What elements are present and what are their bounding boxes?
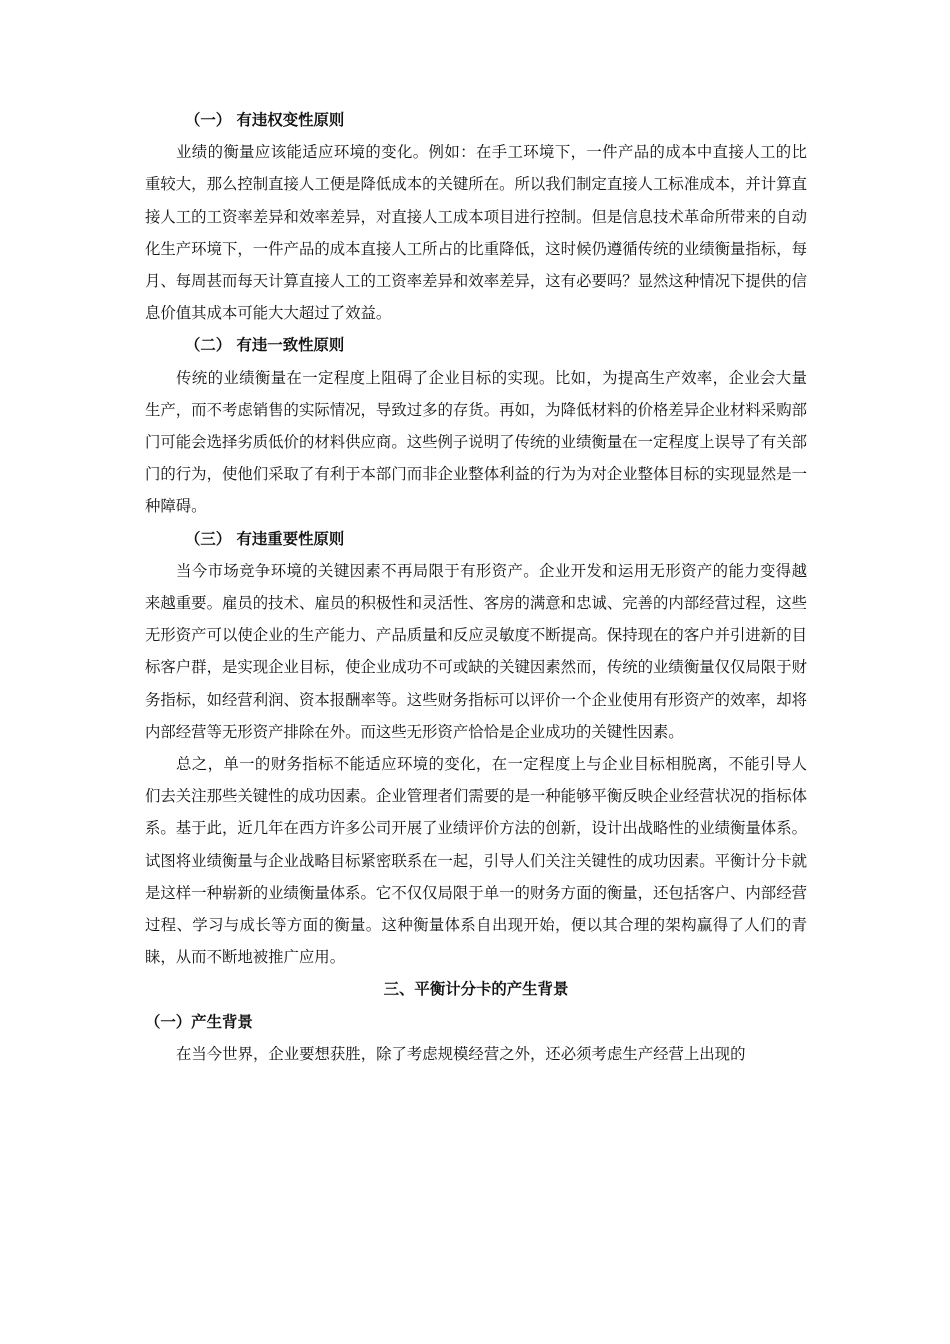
paragraph-3: 当今市场竞争环境的关键因素不再局限于有形资产。企业开发和运用无形资产的能力变得越来越重要。雇员的技术、雇员的积极性和灵活性、客房的满意和忠诚、完善的内部经营过程，这些无形资产可以使企业的生产能力、产品质量和反应灵敏度不断提高。保持现在的客户并引进新的目标客户群，是实现企业目标，使企业成功不可或缺的关键因素然而，传统的业绩衡量仅仅局限于财务指标，如经营利润、资本报酬率等。这些财务指标可以评价一个企业使用有形资产的效率，却将内部经营等无形资产排除在外。而这些无形资产恰恰是企业成功的关键性因素。: [145, 561, 807, 741]
paragraph-5: 在当今世界，企业要想获胜，除了考虑规模经营之外，还必须考虑生产经营上出现的: [176, 1044, 746, 1063]
document-page: [145, 104, 807, 1070]
paragraph-2: 传统的业绩衡量在一定程度上阻碍了企业目标的实现。比如，为提高生产效率，企业会大量生产，而不考虑销售的实际情况，导致过多的存货。再如，为降低材料的价格差异企业材料采购部门可能会选择劣质低价的材料供应商。这些例子说明了传统的业绩衡量在一定程度上误导了有关部门的行为，使他们采取了有利于本部门而非企业整体利益的行为为对企业整体目标的实现显然是一种障碍。: [145, 368, 807, 516]
chapter-title: 三、平衡计分卡的产生背景: [383, 980, 569, 999]
section-heading-1: （一） 有违权变性原则: [185, 111, 345, 129]
section-heading-3: （三） 有违重要性原则: [185, 529, 345, 548]
paragraph-1: 业绩的衡量应该能适应环境的变化。例如：在手工环境下，一件产品的成本中直接人工的比重较大，那么控制直接人工便是降低成本的关键所在。所以我们制定直接人工标准成本，并计算直接人工的工资率差异和效率差异，对直接人工成本项目进行控制。但是信息技术革命所带来的自动化生产环境下，一件产品的成本直接人工所占的比重降低，这时候仍遵循传统的业绩衡量指标，每月、每周甚而每天计算直接人工的工资率差异和效率差异，这有必要吗？显然这种情况下提供的信息价值其成本可能大大超过了效益。: [145, 143, 807, 323]
section-heading-2: （二） 有违一致性原则: [185, 336, 345, 355]
section-heading-4: （一）产生背景: [145, 1012, 253, 1031]
paragraph-4: 总之，单一的财务指标不能适应环境的变化，在一定程度上与企业目标相脱离，不能引导人们去关注那些关键性的成功因素。企业管理者们需要的是一种能够平衡反映企业经营状况的指标体系。基于此，近几年在西方许多公司开展了业绩评价方法的创新，设计出战略性的业绩衡量体系。试图将业绩衡量与企业战略目标紧密联系在一起，引导人们关注关键性的成功因素。平衡计分卡就是这样一种崭新的业绩衡量体系。它不仅仅局限于单一的财务方面的衡量，还包括客户、内部经营过程、学习与成长等方面的衡量。这种衡量体系自出现开始，便以其合理的架构赢得了人们的青睐，从而不断地被推广应用。: [145, 755, 807, 967]
